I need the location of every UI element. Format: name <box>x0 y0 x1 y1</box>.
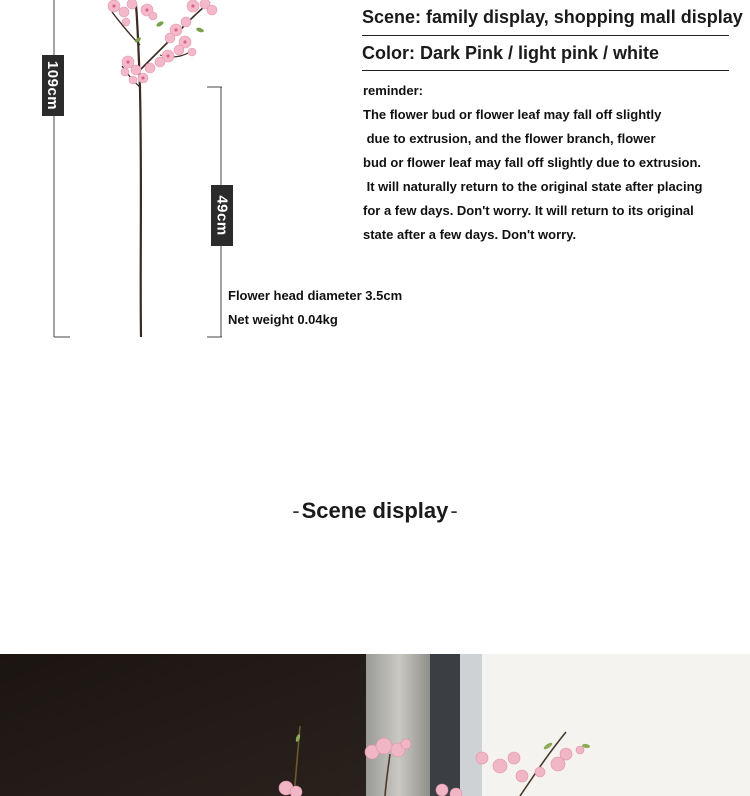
scene-spec: Scene: family display, shopping mall display <box>362 7 743 27</box>
scene-photo <box>0 654 750 796</box>
branch-height-label <box>211 185 233 246</box>
section-heading <box>0 496 750 526</box>
reminder-line: It will naturally return to the original state after placing <box>363 179 703 194</box>
reminder-line: for a few days. Don't worry. It will return to its original <box>363 203 694 218</box>
total-height-text: 109cm <box>44 60 62 111</box>
heading-dash-left: - <box>292 498 300 523</box>
reminder-line: state after a few days. Don't worry. <box>363 227 577 242</box>
heading-dash-right: - <box>450 498 458 523</box>
spec-divider <box>362 70 729 71</box>
color-spec: Color: Dark Pink / light pink / white <box>362 43 660 63</box>
reminder-line: due to extrusion, and the flower branch, flower <box>363 131 656 146</box>
reminder-title: reminder: <box>363 83 423 98</box>
section-title: Scene display <box>301 498 449 523</box>
scene-photo-illustration <box>0 654 750 796</box>
reminder-line: The flower bud or flower leaf may fall off slightly <box>363 107 662 122</box>
reminder-line: bud or flower leaf may fall off slightly due to extrusion. <box>363 155 702 170</box>
branch-height-text: 49cm <box>213 195 231 236</box>
spec-divider <box>362 35 729 36</box>
net-weight: Net weight 0.04kg <box>228 312 338 327</box>
total-height-label <box>42 55 64 116</box>
flower-head-diameter: Flower head diameter 3.5cm <box>228 288 403 303</box>
